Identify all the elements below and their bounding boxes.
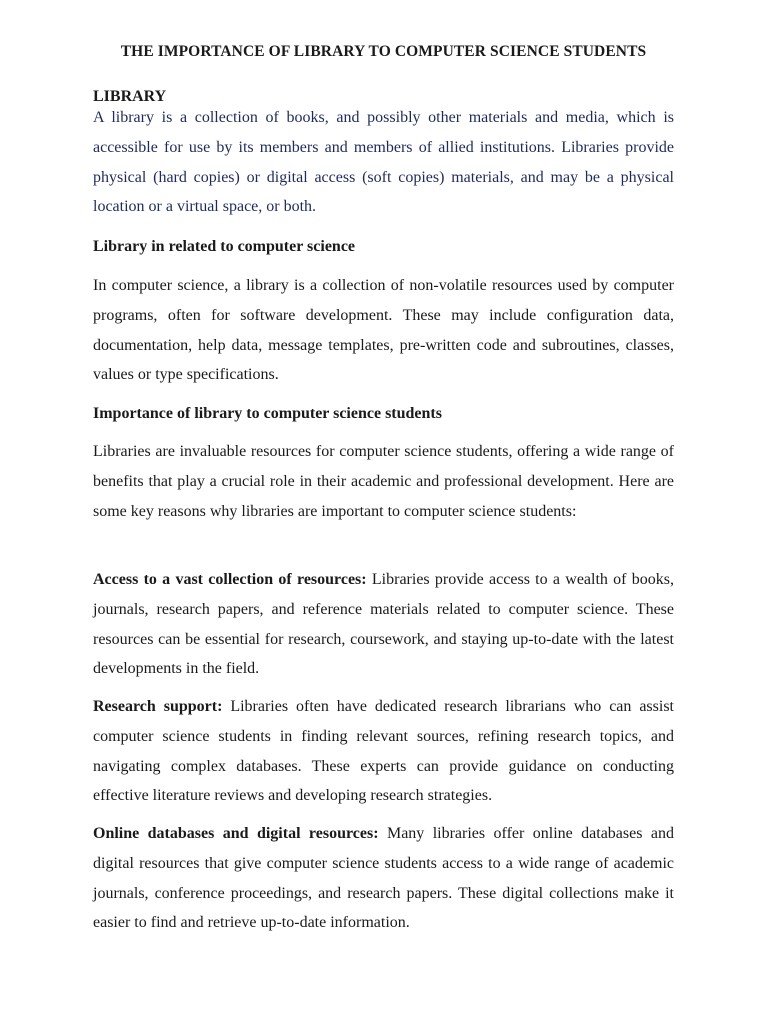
document-title: THE IMPORTANCE OF LIBRARY TO COMPUTER SCIENCE STUDENTS [120, 43, 647, 60]
point-text: Libraries provide access to a wealth of books, journals, research papers, and reference materials related to computer science. These resources can be essential for research, coursework, and staying up-to-date with the latest developments in the field. [93, 571, 675, 678]
section-heading-library: LIBRARY [93, 88, 167, 105]
section-heading-importance: Importance of library to computer science students [93, 405, 442, 422]
point-lead: Research support: [93, 698, 223, 715]
section-body-library-cs: In computer science, a library is a collection of non-volatile resources used by computer programs, often for software development. These may include configuration data, documentation, help data, message templates, pre-written code and subroutines, classes, values or type specifications. [93, 277, 674, 384]
point-research-support [93, 692, 674, 811]
section-body-library: A library is a collection of books, and possibly other materials and media, which is accessible for use by its members and members of allied institutions. Libraries provide physical (hard copies) or digital access (soft copies) materials, and may be a physical location or a virtual space, or both. [93, 109, 674, 216]
point-text: Many libraries offer online databases and digital resources that give computer science students access to a wide range of academic journals, conference proceedings, and research papers. These digital collections make it easier to find and retrieve up-to-date information. [93, 825, 674, 932]
point-lead: Online databases and digital resources: [93, 825, 379, 842]
point-access-resources [93, 565, 674, 684]
point-lead: Access to a vast collection of resources: [93, 571, 367, 588]
section-heading-library-cs: Library in related to computer science [93, 238, 356, 255]
section-body-importance: Libraries are invaluable resources for computer science students, offering a wide range of benefits that play a crucial role in their academic and professional development. Here are some key reasons why libraries are important to computer science students: [93, 443, 674, 520]
point-online-databases [93, 819, 674, 938]
point-text: Libraries often have dedicated research librarians who can assist computer science students in finding relevant sources, refining research topics, and navigating complex databases. These experts can provide guidance on conducting effective literature reviews and developing research strategies. [93, 698, 674, 805]
